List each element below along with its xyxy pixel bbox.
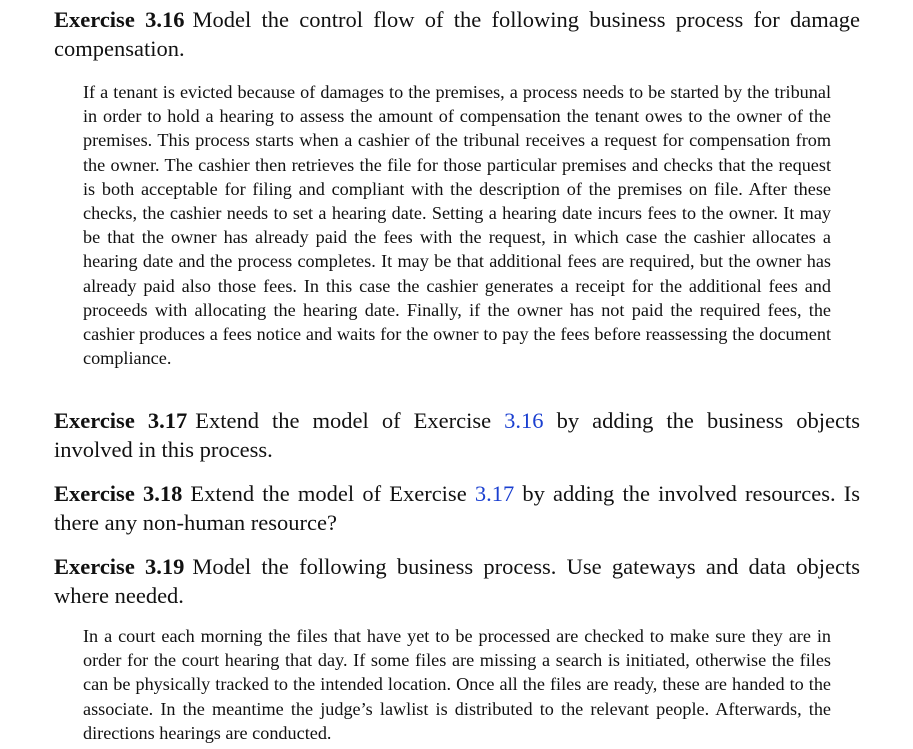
exercise-3-18-text-before: Extend the model of Exercise: [190, 481, 475, 506]
exercise-3-18-label: Exercise 3.18: [54, 481, 183, 506]
exercise-3-19-label: Exercise 3.19: [54, 554, 185, 579]
exercise-3-19-text: Model the following business process. Use gateways and data objects where needed.: [54, 554, 860, 608]
exercise-3-17-link[interactable]: 3.17: [474, 481, 515, 506]
exercise-3-16-description: If a tenant is evicted because of damages to the premises, a process needs to be started by the tribunal in order to hold a hearing to assess the amount of compensation the tenant owes to the owner of the premises. This process starts when a cashier of the tribunal receives a request for compensation from the owner. The cashier then retrieves the file for those particular premises and checks that the request is both acceptable for filing and compliant with the description of the premises on file. After these checks, the cashier needs to set a hearing date. Setting a hearing date incurs fees to the owner. It may be that the owner has already paid the fees with the request, in which case the cashier allocates a hearing date and the process completes. It may be that additional fees are required, but the owner has already paid also those fees. In this case the cashier generates a receipt for the additional fees and proceeds with allocating the hearing date. Finally, if the owner has not paid the required fees, the cashier produces a fees notice and waits for the owner to pay the fees before reassessing the document compliance.: [83, 82, 831, 369]
exercise-3-18: [54, 479, 860, 537]
exercise-3-17-text-after: by adding the business objects involved in this process.: [54, 408, 861, 462]
exercise-3-19: [54, 552, 860, 610]
exercise-3-19-description: In a court each morning the files that have yet to be processed are checked to make sure they are in order for the court hearing that day. If some files are missing a search is initiated, otherwise the files can be physically tracked to the intended location. Once all the files are ready, these are handed to the associate. In the meantime the judge’s lawlist is distributed to the relevant people. Afterwards, the directions hearings are conducted.: [83, 626, 831, 743]
exercise-3-17: [54, 406, 860, 464]
exercise-3-16-link[interactable]: 3.16: [504, 408, 544, 433]
exercise-3-16-label: Exercise 3.16: [54, 7, 185, 32]
exercise-3-17-label: Exercise 3.17: [54, 408, 188, 433]
exercise-3-16: [54, 5, 860, 63]
exercise-3-18-text-after: by adding the involved resources. Is there any non-human resource?: [54, 481, 861, 535]
exercise-3-17-text-before: Extend the model of Exercise: [195, 408, 505, 433]
exercise-3-16-text: Model the control flow of the following business process for damage compensation.: [54, 7, 860, 61]
